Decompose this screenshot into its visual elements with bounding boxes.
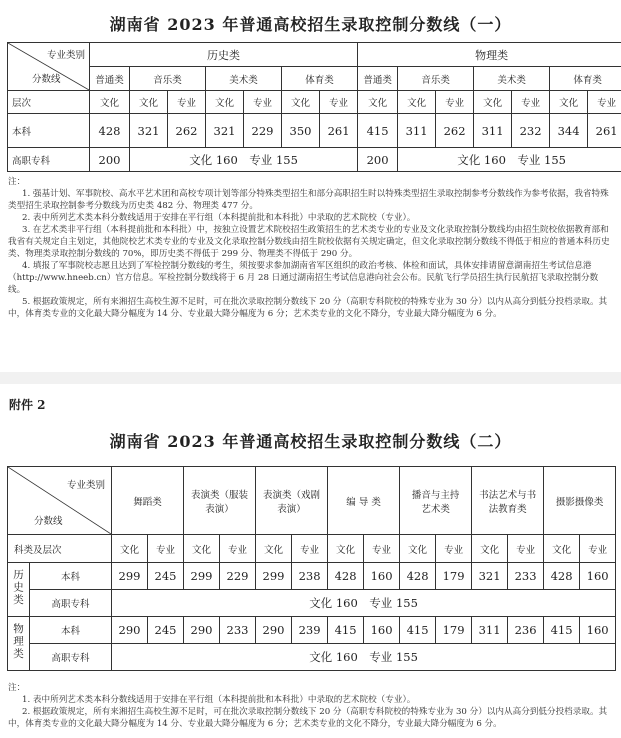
col-header-culture: 文化: [358, 91, 398, 114]
row-label-vocational: 高职专科: [30, 590, 112, 617]
col-header-major: 专业: [148, 535, 184, 563]
score-cell: 299: [112, 563, 148, 590]
score-cell: 311: [474, 114, 512, 148]
table-two-category-label: 专业类别: [66, 480, 105, 491]
merged-score-cell: 文化 160 专业 155: [398, 148, 621, 172]
level-header: 科类及层次: [8, 535, 112, 563]
group-physics-label: [8, 617, 30, 671]
note-item: 1. 表中所列艺术类本科分数线适用于安排在平行组（本科提前批和本科批）中录取的艺术院校（专业）。: [22, 695, 416, 705]
sheet-one-title: 湖南省 2023 年普通高校招生录取控制分数线（一）: [109, 15, 512, 34]
score-cell: 160: [364, 617, 400, 644]
score-cell: 262: [436, 114, 474, 148]
col-header-major: 专业: [588, 91, 621, 114]
row-label-vocational: 高职专科: [30, 644, 112, 671]
note-item: 3. 在艺术类非平行组（本科提前批和本科批）中，按独立设置艺术院校招生政策招生的艺术类专业的专业及文化录取控制分数线均由招生院校依据教育部和我省有关规定自主划定，其他院校艺术类专业的专业及文化录取控制分数线由招生院校依据有关规定确定，但文化录取控制分数线不得低于相应的普通本科历史类、物理类录取控制分数线的 70%，即历史类不得低于 299 分、物理类不得低于 290 分。: [8, 225, 610, 259]
sheet-two-title: 湖南省 2023 年普通高校招生录取控制分数线（二）: [109, 432, 512, 451]
subgroup-history-sports: 体育类: [282, 67, 358, 91]
col-header-culture: 文化: [328, 535, 364, 563]
score-cell: 311: [472, 617, 508, 644]
category-photography: 摄影摄像类: [544, 467, 616, 535]
col-header-culture: 文化: [130, 91, 168, 114]
note-item: 2. 表中所列艺术类本科分数线适用于安排在平行组（本科提前批和本科批）中录取的艺术院校（专业）。: [22, 213, 416, 223]
notes-two: [8, 682, 612, 730]
table-row: [8, 148, 621, 172]
score-cell: 428: [90, 114, 130, 148]
table-two-corner-header: [8, 467, 112, 535]
subgroup-history-general: 普通类: [90, 67, 130, 91]
col-header-culture: 文化: [398, 91, 436, 114]
subgroup-history-music: 音乐类: [130, 67, 206, 91]
score-cell: 428: [400, 563, 436, 590]
score-cell: 321: [130, 114, 168, 148]
attachment-label: 附件 2: [9, 398, 46, 412]
col-header-culture: 文化: [544, 535, 580, 563]
score-cell: 321: [472, 563, 508, 590]
table-one-corner-header: [8, 43, 90, 91]
category-directing: 编 导 类: [328, 467, 400, 535]
score-cell: 290: [184, 617, 220, 644]
merged-score-cell: 文化 160 专业 155: [112, 644, 616, 671]
row-label-vocational: 高职专科: [8, 148, 90, 172]
col-header-major: 专业: [580, 535, 616, 563]
col-header-major: 专业: [292, 535, 328, 563]
score-cell: 299: [184, 563, 220, 590]
score-cell: 232: [512, 114, 550, 148]
score-cell: 261: [588, 114, 621, 148]
col-header-major: 专业: [168, 91, 206, 114]
score-cell: 236: [508, 617, 544, 644]
subgroup-physics-art: 美术类: [474, 67, 550, 91]
group-history-label: [8, 563, 30, 617]
score-cell: 245: [148, 617, 184, 644]
score-cell: 160: [364, 563, 400, 590]
score-cell: 344: [550, 114, 588, 148]
score-cell: 415: [544, 617, 580, 644]
col-header-culture: 文化: [474, 91, 512, 114]
col-header-major: 专业: [436, 535, 472, 563]
col-header-culture: 文化: [206, 91, 244, 114]
col-header-major: 专业: [364, 535, 400, 563]
subgroup-physics-music: 音乐类: [398, 67, 474, 91]
score-cell: 239: [292, 617, 328, 644]
note-item: 4. 填报了军事院校志愿且达到了军检控制分数线的考生，须按要求参加湖南省军区组织的政治考核、体检和面试，具体安排请留意湖南招生考试信息港（http://www.hneeb.cn）官方信息。军检控制分数线将于 6 月 28 日通过湖南招生考试信息港向社会公布。民航飞行学员招生执行民航招飞录取控制分数线。: [8, 261, 599, 295]
row-label-bachelor: 本科: [30, 563, 112, 590]
table-row: [8, 114, 621, 148]
score-cell: 350: [282, 114, 320, 148]
score-cell: 290: [112, 617, 148, 644]
score-cell: 261: [320, 114, 358, 148]
score-cell: 321: [206, 114, 244, 148]
table-one-line-label: 分数线: [32, 74, 61, 85]
score-cell: 290: [256, 617, 292, 644]
category-dance: 舞蹈类: [112, 467, 184, 535]
score-cell: 160: [580, 563, 616, 590]
category-fashion-performance: 表演类（服装表演）: [184, 467, 256, 535]
col-header-major: 专业: [220, 535, 256, 563]
col-header-culture: 文化: [256, 535, 292, 563]
score-table-one: [7, 42, 621, 172]
notes-one: [8, 176, 612, 320]
table-one-category-label: 专业类别: [46, 50, 85, 61]
merged-score-cell: 文化 160 专业 155: [130, 148, 358, 172]
col-header-major: 专业: [508, 535, 544, 563]
notes-label: 注：: [8, 683, 26, 693]
category-calligraphy: 书法艺术与书法教育类: [472, 467, 544, 535]
col-header-culture: 文化: [550, 91, 588, 114]
notes-label: 注：: [8, 177, 26, 187]
score-cell: 160: [580, 617, 616, 644]
table-row: [8, 563, 616, 590]
score-cell: 415: [358, 114, 398, 148]
score-cell: 428: [328, 563, 364, 590]
category-broadcasting: 播音与主持艺术类: [400, 467, 472, 535]
row-label-bachelor: 本科: [8, 114, 90, 148]
score-cell: 299: [256, 563, 292, 590]
score-cell: 428: [544, 563, 580, 590]
table-row: [8, 617, 616, 644]
col-header-culture: 文化: [90, 91, 130, 114]
col-header-major: 专业: [436, 91, 474, 114]
score-cell: 415: [328, 617, 364, 644]
category-drama-performance: 表演类（戏剧表演）: [256, 467, 328, 535]
col-header-culture: 文化: [112, 535, 148, 563]
score-cell: 179: [436, 617, 472, 644]
score-table-two: [7, 466, 616, 671]
subgroup-physics-sports: 体育类: [550, 67, 621, 91]
score-cell: 229: [220, 563, 256, 590]
score-cell: 200: [90, 148, 130, 172]
score-cell: 200: [358, 148, 398, 172]
score-cell: 233: [508, 563, 544, 590]
score-cell: 415: [400, 617, 436, 644]
note-item: 1. 强基计划、军事院校、高水平艺术团和高校专项计划等部分特殊类型招生和部分高职招生时以特殊类型招生录取控制参考分数线作为参考依据，我省特殊类型招生录取控制参考分数线为历史类 482 分、物理类 477 分。: [8, 189, 609, 211]
col-header-culture: 文化: [400, 535, 436, 563]
group-physics-name: 物理类: [12, 623, 24, 661]
level-header: 层次: [8, 91, 90, 114]
score-cell: 245: [148, 563, 184, 590]
col-header-major: 专业: [244, 91, 282, 114]
score-cell: 311: [398, 114, 436, 148]
col-header-culture: 文化: [184, 535, 220, 563]
subgroup-physics-general: 普通类: [358, 67, 398, 91]
table-row: [8, 590, 616, 617]
col-header-major: 专业: [320, 91, 358, 114]
score-sheet-two: [0, 384, 621, 738]
col-header-culture: 文化: [282, 91, 320, 114]
group-history-header: 历史类: [90, 43, 358, 67]
col-header-culture: 文化: [472, 535, 508, 563]
score-cell: 179: [436, 563, 472, 590]
table-two-line-label: 分数线: [34, 516, 63, 527]
score-cell: 262: [168, 114, 206, 148]
group-history-name: 历史类: [12, 569, 24, 607]
page-separator: [0, 372, 621, 384]
merged-score-cell: 文化 160 专业 155: [112, 590, 616, 617]
col-header-major: 专业: [512, 91, 550, 114]
note-item: 2. 根据政策规定，所有来湘招生高校生源不足时，可在批次录取控制分数线下 20 分（高职专科院校的特殊专业为 30 分）以内从高分到低分投档录取。其中，体育类专业的文化最大降分幅度为 14 分、专业最大降分幅度为 6 分；艺术类专业的文化不降分，专业最大降分幅度为 6 分。: [8, 707, 608, 729]
score-cell: 238: [292, 563, 328, 590]
group-physics-header: 物理类: [358, 43, 621, 67]
table-row: [8, 644, 616, 671]
subgroup-history-art: 美术类: [206, 67, 282, 91]
score-cell: 229: [244, 114, 282, 148]
score-cell: 233: [220, 617, 256, 644]
row-label-bachelor: 本科: [30, 617, 112, 644]
note-item: 5. 根据政策规定，所有来湘招生高校生源不足时，可在批次录取控制分数线下 20 分（高职专科院校的特殊专业为 30 分）以内从高分到低分投档录取。其中，体育类专业的文化最大降分幅度为 14 分、专业最大降分幅度为 6 分；艺术类专业的文化不降分，专业最大降分幅度为 6 分。: [8, 297, 608, 319]
